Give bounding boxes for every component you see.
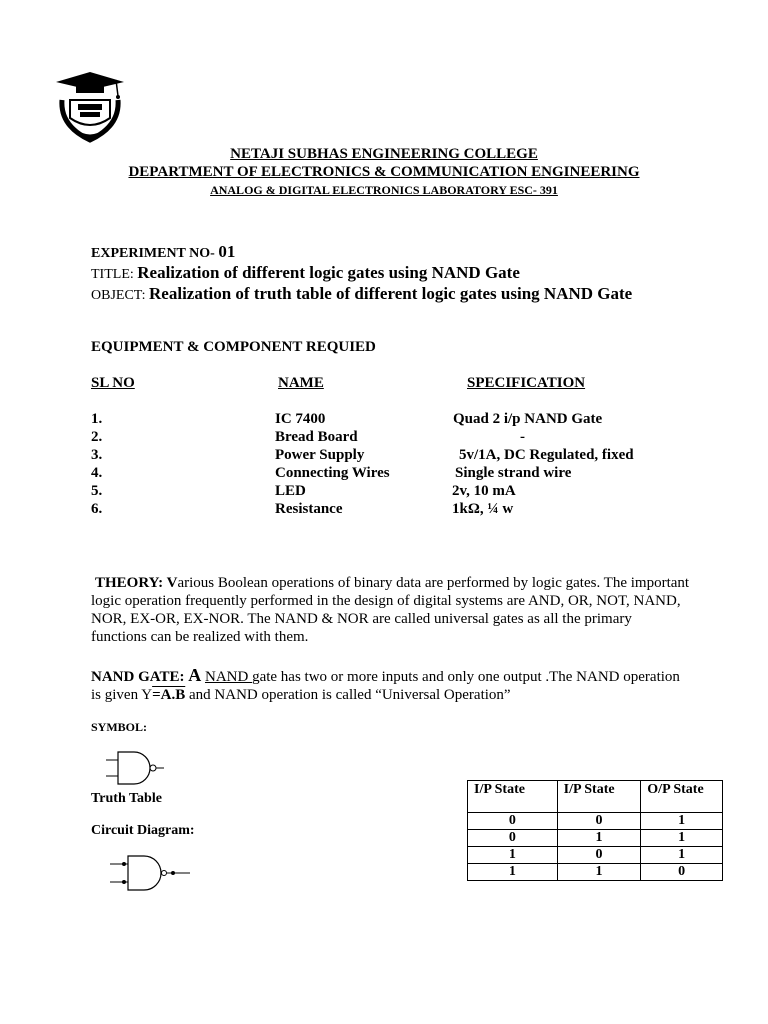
row-sl: 2. xyxy=(91,429,103,445)
nand-label: NAND GATE: xyxy=(91,669,189,685)
symbol-label: SYMBOL: xyxy=(91,720,148,734)
college-logo xyxy=(52,70,126,146)
cell-b: 1 xyxy=(557,864,641,881)
cell-a: 0 xyxy=(468,830,558,847)
row-spec: 2v, 10 mA xyxy=(452,483,516,499)
cell-out: 1 xyxy=(641,847,723,864)
row-name: Bread Board xyxy=(275,429,358,445)
nand-big-a: A xyxy=(188,665,202,685)
title-value: Realization of different logic gates using NAND Gate xyxy=(137,263,520,282)
row-spec: Single strand wire xyxy=(455,465,572,481)
experiment-number xyxy=(91,242,235,262)
cell-b: 1 xyxy=(557,830,641,847)
theory-paragraph xyxy=(91,574,691,646)
row-spec: 5v/1A, DC Regulated, fixed xyxy=(459,447,634,463)
college-name: NETAJI SUBHAS ENGINEERING COLLEGE xyxy=(230,146,538,162)
col-header-name: NAME xyxy=(278,375,324,391)
title-label: TITLE: xyxy=(91,267,138,282)
row-name: Resistance xyxy=(275,501,343,517)
department-name: DEPARTMENT OF ELECTRONICS & COMMUNICATION ENGINEERING xyxy=(128,164,640,180)
row-sl: 3. xyxy=(91,447,103,463)
row-sl: 6. xyxy=(91,501,103,517)
cell-out: 0 xyxy=(641,864,723,881)
row-spec: 1kΩ, ¼ w xyxy=(452,501,514,517)
col-header-spec: SPECIFICATION xyxy=(467,375,586,391)
row-spec: - xyxy=(520,429,525,445)
nand-expression: =A.B xyxy=(152,687,186,703)
row-spec: Quad 2 i/p NAND Gate xyxy=(453,411,603,427)
cell-out: 1 xyxy=(641,830,723,847)
theory-label: THEORY: xyxy=(95,575,167,591)
theory-first-letter: V xyxy=(166,575,178,591)
nand-gate-symbol xyxy=(104,748,168,788)
row-sl: 5. xyxy=(91,483,103,499)
cell-a: 1 xyxy=(468,864,558,881)
experiment-no-value: 01 xyxy=(218,242,236,261)
circuit-diagram xyxy=(108,852,192,894)
cell-b: 0 xyxy=(557,813,641,830)
table-row xyxy=(468,813,723,830)
nand-text-1: gate has two or more inputs and only one output .The NAND operation is given Y xyxy=(91,669,680,703)
col-header-slno: SL NO xyxy=(91,375,135,391)
table-row xyxy=(468,847,723,864)
cell-out: 1 xyxy=(641,813,723,830)
row-sl: 4. xyxy=(91,465,103,481)
experiment-title xyxy=(91,263,520,283)
nand-text-2: and NAND operation is called “Universal Operation” xyxy=(185,687,511,703)
table-row xyxy=(468,830,723,847)
row-name: Power Supply xyxy=(275,447,365,463)
cell-a: 0 xyxy=(468,813,558,830)
equipment-heading: EQUIPMENT & COMPONENT REQUIED xyxy=(91,339,376,355)
lab-name: ANALOG & DIGITAL ELECTRONICS LABORATORY ESC- 391 xyxy=(210,183,558,197)
truth-table-header-row xyxy=(468,781,723,813)
table-row xyxy=(468,864,723,881)
experiment-no-label: EXPERIMENT NO- xyxy=(91,246,219,261)
truth-table xyxy=(467,780,723,881)
nand-word: NAND xyxy=(204,669,253,685)
row-name: IC 7400 xyxy=(275,411,326,427)
object-label: OBJECT: xyxy=(91,288,150,303)
header-input-a: I/P State xyxy=(468,781,558,813)
nand-paragraph xyxy=(91,666,691,704)
header-output: O/P State xyxy=(641,781,723,813)
row-name: Connecting Wires xyxy=(275,465,390,481)
circuit-diagram-label: Circuit Diagram: xyxy=(91,823,195,838)
cell-b: 0 xyxy=(557,847,641,864)
experiment-object xyxy=(91,284,632,304)
truth-table-label: Truth Table xyxy=(91,791,162,806)
header-input-b: I/P State xyxy=(557,781,641,813)
object-value: Realization of truth table of different logic gates using NAND Gate xyxy=(149,284,633,303)
row-name: LED xyxy=(275,483,306,499)
row-sl: 1. xyxy=(91,411,103,427)
theory-text: arious Boolean operations of binary data are performed by logic gates. The important logic operation frequently performed in the design of digital systems are AND, OR, NOT, NAND, NOR, EX-OR, EX-NOR. The NAND & NOR are called universal gates as all the primary functions can be realized with them. xyxy=(91,575,690,645)
cell-a: 1 xyxy=(468,847,558,864)
